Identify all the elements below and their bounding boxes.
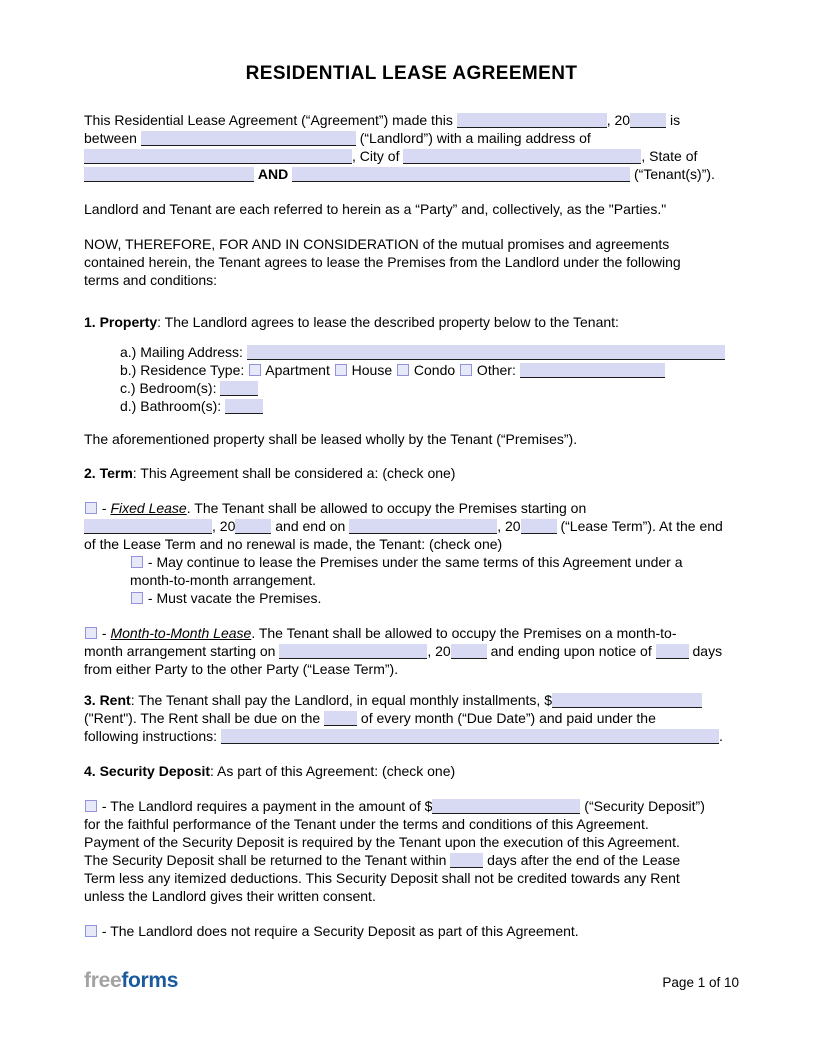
text-run: . The Tenant shall be allowed to occupy the Premises on a month-to-: [251, 625, 677, 641]
text-run: The aforementioned property shall be leased wholly by the Tenant (“Premises”).: [84, 431, 578, 447]
text-run: b.) Residence Type:: [120, 362, 249, 378]
text-run: , 20: [212, 518, 236, 534]
freeforms-logo: [84, 969, 179, 992]
security-deposit-not-required-clause: [84, 922, 739, 940]
text-line: [84, 253, 739, 271]
text-line: [84, 797, 739, 815]
text-run: , 20: [497, 518, 521, 534]
text-run: terms and conditions:: [84, 272, 218, 288]
brand-forms-text: forms: [121, 969, 179, 992]
blank-field[interactable]: [451, 644, 487, 659]
text-run: a.) Mailing Address:: [120, 344, 247, 360]
footer: [84, 969, 739, 992]
text-run: c.) Bedroom(s):: [120, 380, 221, 396]
text-line: [84, 833, 739, 851]
text-run: Month-to-Month Lease: [110, 625, 252, 641]
text-line: [84, 499, 739, 517]
text-run: (“Tenant(s)”).: [630, 166, 715, 182]
blank-field[interactable]: [247, 345, 725, 360]
text-line: [84, 571, 739, 589]
consideration-paragraph: [84, 235, 739, 289]
blank-field[interactable]: [141, 131, 356, 146]
text-run: : The Tenant shall pay the Landlord, in equal monthly installments, $: [130, 692, 552, 708]
security-deposit-required-clause: [84, 797, 739, 905]
blank-field[interactable]: [84, 519, 212, 534]
text-line: [84, 589, 739, 607]
text-run: : As part of this Agreement: (check one): [210, 763, 456, 779]
blank-field[interactable]: [432, 799, 580, 814]
text-run: (“Lease Term”). At the end: [556, 518, 723, 534]
text-line: [84, 111, 739, 129]
text-line: [84, 727, 739, 745]
text-line: [84, 887, 739, 905]
text-line: [84, 517, 739, 535]
checkbox[interactable]: [85, 502, 97, 514]
text-run: (“Landlord”) with a mailing address of: [355, 130, 591, 146]
text-line: [84, 235, 739, 253]
blank-field[interactable]: [403, 149, 641, 164]
text-run: - Must vacate the Premises.: [144, 590, 322, 606]
text-run: 2. Term: [84, 465, 133, 481]
text-run: month-to-month arrangement.: [130, 572, 316, 588]
checkbox[interactable]: [460, 364, 472, 376]
blank-field[interactable]: [349, 519, 497, 534]
text-run: and end on: [271, 518, 350, 534]
text-line: [84, 147, 739, 165]
security-deposit-section-heading: [84, 762, 739, 780]
text-run: (“Security Deposit”): [580, 798, 705, 814]
text-line: [84, 851, 739, 869]
text-line: [84, 464, 739, 482]
text-run: following instructions:: [84, 728, 221, 744]
checkbox[interactable]: [335, 364, 347, 376]
rent-clause: [84, 691, 739, 745]
property-details-list: [84, 343, 739, 415]
document-title: RESIDENTIAL LEASE AGREEMENT: [245, 63, 578, 84]
text-run: , 20: [427, 643, 451, 659]
blank-field[interactable]: [324, 711, 357, 726]
text-run: - May continue to lease the Premises under the same terms of this Agreement under a: [144, 554, 683, 570]
text-run: d.) Bathroom(s):: [120, 398, 226, 414]
checkbox[interactable]: [397, 364, 409, 376]
blank-field[interactable]: [220, 381, 258, 396]
page-number: Page 1 of 10: [662, 975, 739, 990]
text-line: [84, 361, 739, 379]
text-run: -: [98, 500, 111, 516]
text-line: [84, 553, 739, 571]
text-run: AND: [257, 166, 289, 182]
blank-field[interactable]: [235, 519, 271, 534]
text-line: [84, 709, 739, 727]
intro-paragraph: [84, 111, 739, 183]
text-run: month arrangement starting on: [84, 643, 280, 659]
blank-field[interactable]: [457, 113, 607, 128]
text-line: [84, 165, 739, 183]
property-section-heading: [84, 313, 739, 331]
text-run: of the Lease Term and no renewal is made, the Tenant: (check one): [84, 536, 503, 552]
checkbox[interactable]: [131, 592, 143, 604]
term-section-heading: [84, 464, 739, 482]
blank-field[interactable]: [84, 149, 352, 164]
text-run: : This Agreement shall be considered a: (check one): [132, 465, 456, 481]
text-line: [84, 762, 739, 780]
text-run: 3. Rent: [84, 692, 131, 708]
text-line: [84, 624, 739, 642]
text-line: [84, 642, 739, 660]
text-run: . The Tenant shall be allowed to occupy the Premises starting on: [186, 500, 587, 516]
text-run: unless the Landlord gives their written consent.: [84, 888, 376, 904]
text-run: Payment of the Security Deposit is required by the Tenant upon the execution of this Agreement.: [84, 834, 680, 850]
text-run: , City of: [352, 148, 404, 164]
text-run: The Security Deposit shall be returned to the Tenant within: [84, 852, 451, 868]
blank-field[interactable]: [279, 644, 427, 659]
text-run: 1. Property: [84, 314, 158, 330]
text-line: [84, 430, 739, 448]
brand-free-text: free: [84, 969, 122, 992]
text-run: from either Party to the other Party (“Lease Term”).: [84, 661, 399, 677]
checkbox[interactable]: [85, 800, 97, 812]
parties-paragraph: [84, 200, 739, 218]
text-line: [84, 535, 739, 553]
text-line: [84, 660, 739, 678]
text-run: Condo: [410, 362, 460, 378]
text-line: [84, 343, 739, 361]
text-run: 4. Security Deposit: [84, 763, 211, 779]
blank-field[interactable]: [520, 363, 665, 378]
text-run: .: [718, 728, 723, 744]
text-run: Other:: [473, 362, 520, 378]
blank-field[interactable]: [225, 399, 263, 414]
text-run: Apartment: [262, 362, 334, 378]
text-run: House: [347, 362, 396, 378]
month-to-month-lease-clause: [84, 624, 739, 678]
text-run: : The Landlord agrees to lease the described property below to the Tenant:: [157, 314, 619, 330]
blank-field[interactable]: [630, 113, 666, 128]
blank-field[interactable]: [292, 167, 630, 182]
checkbox[interactable]: [85, 627, 97, 639]
text-run: days: [688, 643, 723, 659]
text-run: Term less any itemized deductions. This Security Deposit shall not be credited towards any Rent: [84, 870, 680, 886]
text-run: - The Landlord requires a payment in the amount of $: [98, 798, 433, 814]
text-line: [84, 691, 739, 709]
text-run: for the faithful performance of the Tenant under the terms and conditions of this Agreement.: [84, 816, 649, 832]
blank-field[interactable]: [521, 519, 557, 534]
text-line: [84, 129, 739, 147]
text-line: [84, 313, 739, 331]
text-run: NOW, THEREFORE, FOR AND IN CONSIDERATION of the mutual promises and agreements: [84, 236, 670, 252]
blank-field[interactable]: [221, 729, 719, 744]
checkbox[interactable]: [85, 925, 97, 937]
blank-field[interactable]: [450, 853, 483, 868]
text-run: Landlord and Tenant are each referred to herein as a “Party” and, collectively, as the "Parties.": [84, 201, 667, 217]
text-run: of every month (“Due Date”) and paid under the: [357, 710, 656, 726]
document-body: [84, 111, 739, 940]
blank-field[interactable]: [656, 644, 689, 659]
text-run: -: [98, 625, 111, 641]
text-run: contained herein, the Tenant agrees to lease the Premises from the Landlord under the following: [84, 254, 681, 270]
text-run: is: [666, 112, 681, 128]
text-line: [84, 922, 739, 940]
blank-field[interactable]: [552, 693, 702, 708]
text-run: This Residential Lease Agreement (“Agreement”) made this: [84, 112, 457, 128]
text-line: [84, 200, 739, 218]
text-run: - The Landlord does not require a Security Deposit as part of this Agreement.: [98, 923, 579, 939]
text-line: [84, 815, 739, 833]
text-line: [84, 379, 739, 397]
text-run: and ending upon notice of: [486, 643, 656, 659]
text-run: Fixed Lease: [110, 500, 187, 516]
text-line: [84, 869, 739, 887]
checkbox[interactable]: [249, 364, 261, 376]
text-run: between: [84, 130, 141, 146]
fixed-lease-clause: [84, 499, 739, 607]
text-line: [84, 397, 739, 415]
text-run: , State of: [641, 148, 698, 164]
blank-field[interactable]: [84, 167, 254, 182]
text-run: ("Rent"). The Rent shall be due on the: [84, 710, 325, 726]
premises-paragraph: [84, 430, 739, 448]
text-run: days after the end of the Lease: [483, 852, 681, 868]
text-line: [84, 271, 739, 289]
text-run: , 20: [606, 112, 631, 128]
checkbox[interactable]: [131, 556, 143, 568]
